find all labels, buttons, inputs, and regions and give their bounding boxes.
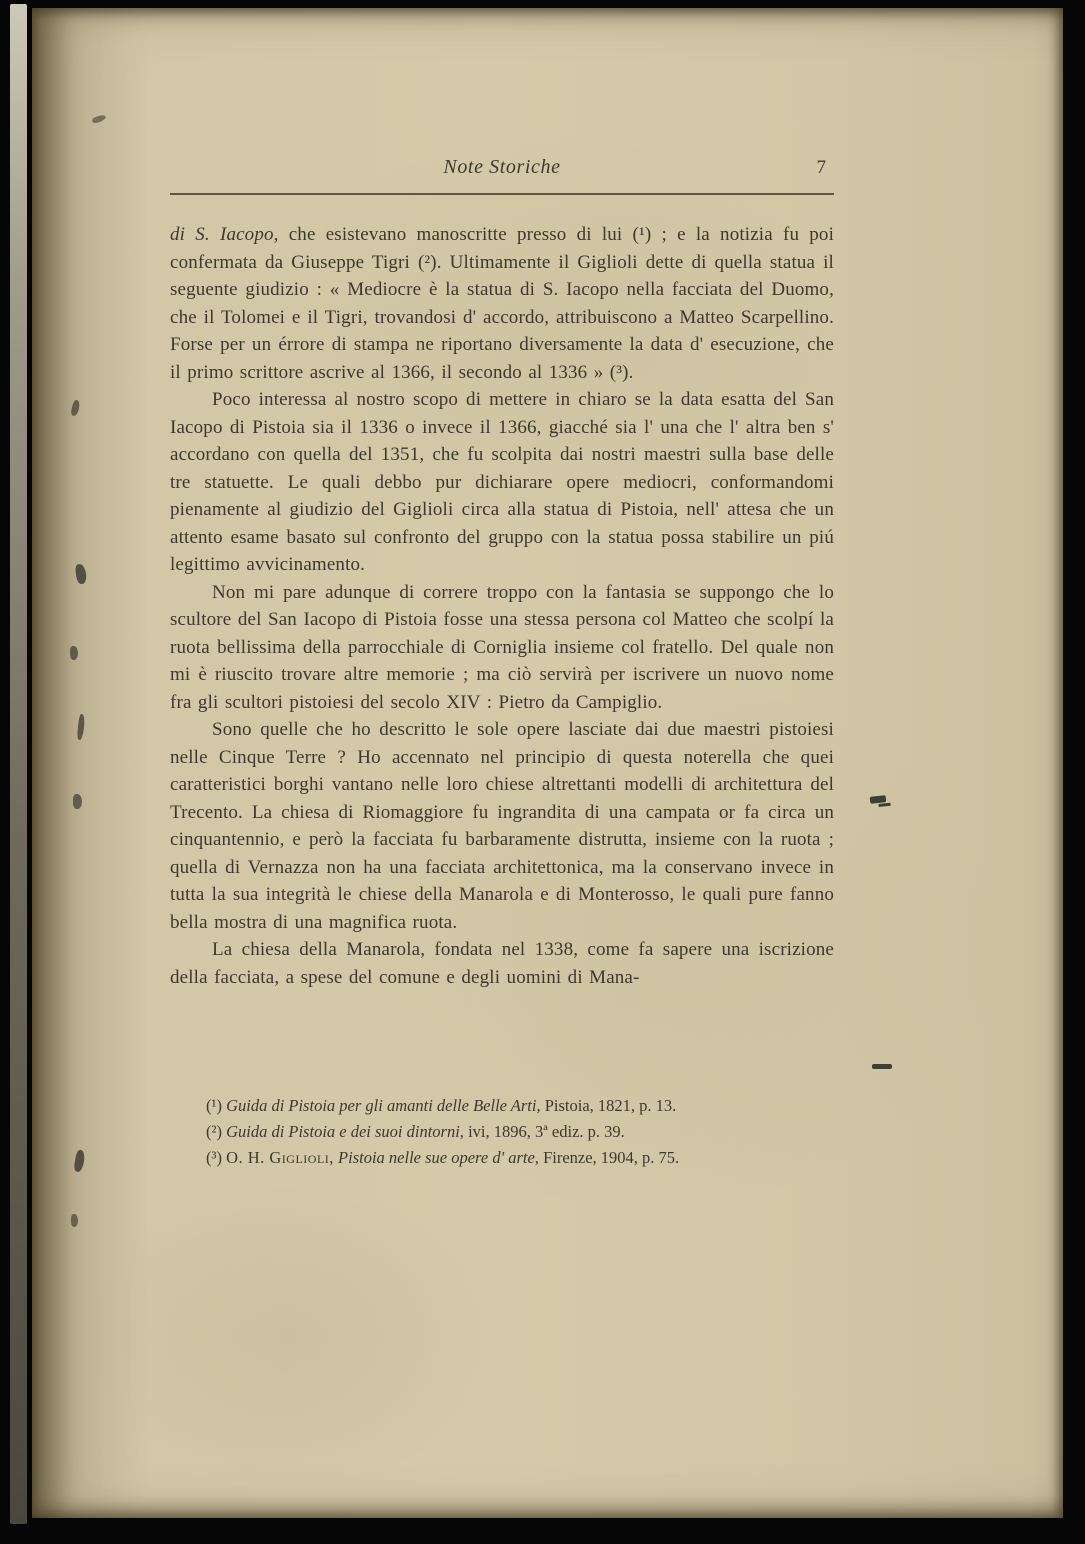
binding-mark xyxy=(70,399,81,416)
text-run: O. H. Giglioli, xyxy=(226,1148,334,1167)
text-run: Guida di Pistoia per gli amanti delle Belle Arti, xyxy=(226,1096,541,1115)
text-run: di S. Iacopo, xyxy=(170,224,279,245)
footnote xyxy=(206,1119,834,1145)
page-title: Note Storiche xyxy=(443,156,561,178)
page-number: 7 xyxy=(816,157,826,178)
page-content xyxy=(170,156,834,1171)
text-run: La chiesa della Manarola, fondata nel 1338, come fa sapere una iscrizione della facciata, a spese del comune e degli uomini di Mana- xyxy=(170,939,834,988)
text-run: Pistoia nelle sue opere d' arte, xyxy=(338,1148,539,1167)
margin-ink-mark xyxy=(870,795,887,804)
text-run: (¹) xyxy=(206,1096,227,1115)
ink-mark xyxy=(91,114,106,124)
text-run: Firenze, 1904, p. 75. xyxy=(538,1148,680,1167)
book-page xyxy=(32,8,1063,1518)
text-run: che esistevano manoscritte presso di lui (¹) ; e la notizia fu poi confermata da Giuseppe Tigri (²). Ultimamente il Giglioli dette di quella statua il seguente giudizio : « Mediocre è la statua di S. Iacopo nella facciata del Duomo, che il Tolomei e il Tigri, trovandosi d' accordo, attribuiscono a Matteo Scarpellino. Forse per un érrore di stampa ne riportano diversamente la data d' esecuzione, che il primo scrittore ascrive al 1366, il secondo al 1336 » (³). xyxy=(170,224,834,383)
binding-mark xyxy=(71,1214,78,1227)
footnotes xyxy=(170,1093,834,1171)
header-rule xyxy=(170,193,834,195)
paragraph xyxy=(170,716,834,936)
paragraph xyxy=(170,221,834,386)
paragraph xyxy=(170,579,834,717)
paragraph xyxy=(170,936,834,991)
binding-mark xyxy=(73,794,82,809)
body-paragraphs xyxy=(170,221,834,991)
binding-mark xyxy=(70,646,78,660)
margin-dash-mark xyxy=(872,1064,892,1069)
paragraph xyxy=(170,386,834,579)
binding-mark xyxy=(77,714,86,740)
text-run: Poco interessa al nostro scopo di mettere in chiaro se la data esatta del San Iacopo di Pistoia sia il 1336 o invece il 1366, giacché sia l' una che l' altra ben s' accordano con quella del 1351, che fu scolpita dai nostri maestri sulla base delle tre statuette. Le quali debbo pur dichiarare opere mediocri, conformandomi pienamente al giudizio del Giglioli circa alla statua di Pistoia, nell' attesa che un attento esame basato sul confronto del gruppo con la statua possa stabilire un piú legittimo avvicinamento. xyxy=(170,389,834,575)
footnote xyxy=(206,1093,834,1119)
text-run: Non mi pare adunque di correre troppo con la fantasia se suppongo che lo scultore del San Iacopo di Pistoia fosse una stessa persona col Matteo che scolpí la ruota bellissima della parrocchiale di Corniglia insieme col fratello. Del quale non mi è riuscito trovare altre memorie ; ma ciò servirà per iscrivere un nuovo nome fra gli scultori pistoiesi del secolo XIV : Pietro da Campiglio. xyxy=(170,581,834,713)
text-run: (³) xyxy=(206,1148,227,1167)
text-run: Pistoia, 1821, p. 13. xyxy=(540,1096,677,1115)
footnote xyxy=(206,1145,834,1171)
binding-mark xyxy=(73,1149,86,1172)
text-run: (²) xyxy=(206,1122,227,1141)
adjacent-page-edge xyxy=(10,4,27,1524)
text-run: Sono quelle che ho descritto le sole opere lasciate dai due maestri pistoiesi nelle Cinque Terre ? Ho accennato nel principio di questa noterella che quei caratteristici borghi vantano nelle loro chiese altrettanti modelli di architettura del Trecento. La chiesa di Riomaggiore fu ingrandita di una campata or fa circa un cinquantennio, e però la facciata fu barbaramente distrutta, insieme con la ruota ; quella di Vernazza non ha una facciata architettonica, ma la conservano invece in tutta la sua integrità le chiese della Manarola e di Monterosso, le quali pure fanno bella mostra di una magnifica ruota. xyxy=(170,719,834,933)
text-run: ivi, 1896, 3ª ediz. p. 39. xyxy=(463,1122,625,1141)
running-header xyxy=(170,156,834,186)
text-run: Guida di Pistoia e dei suoi dintorni, xyxy=(226,1122,464,1141)
binding-mark xyxy=(75,563,88,584)
